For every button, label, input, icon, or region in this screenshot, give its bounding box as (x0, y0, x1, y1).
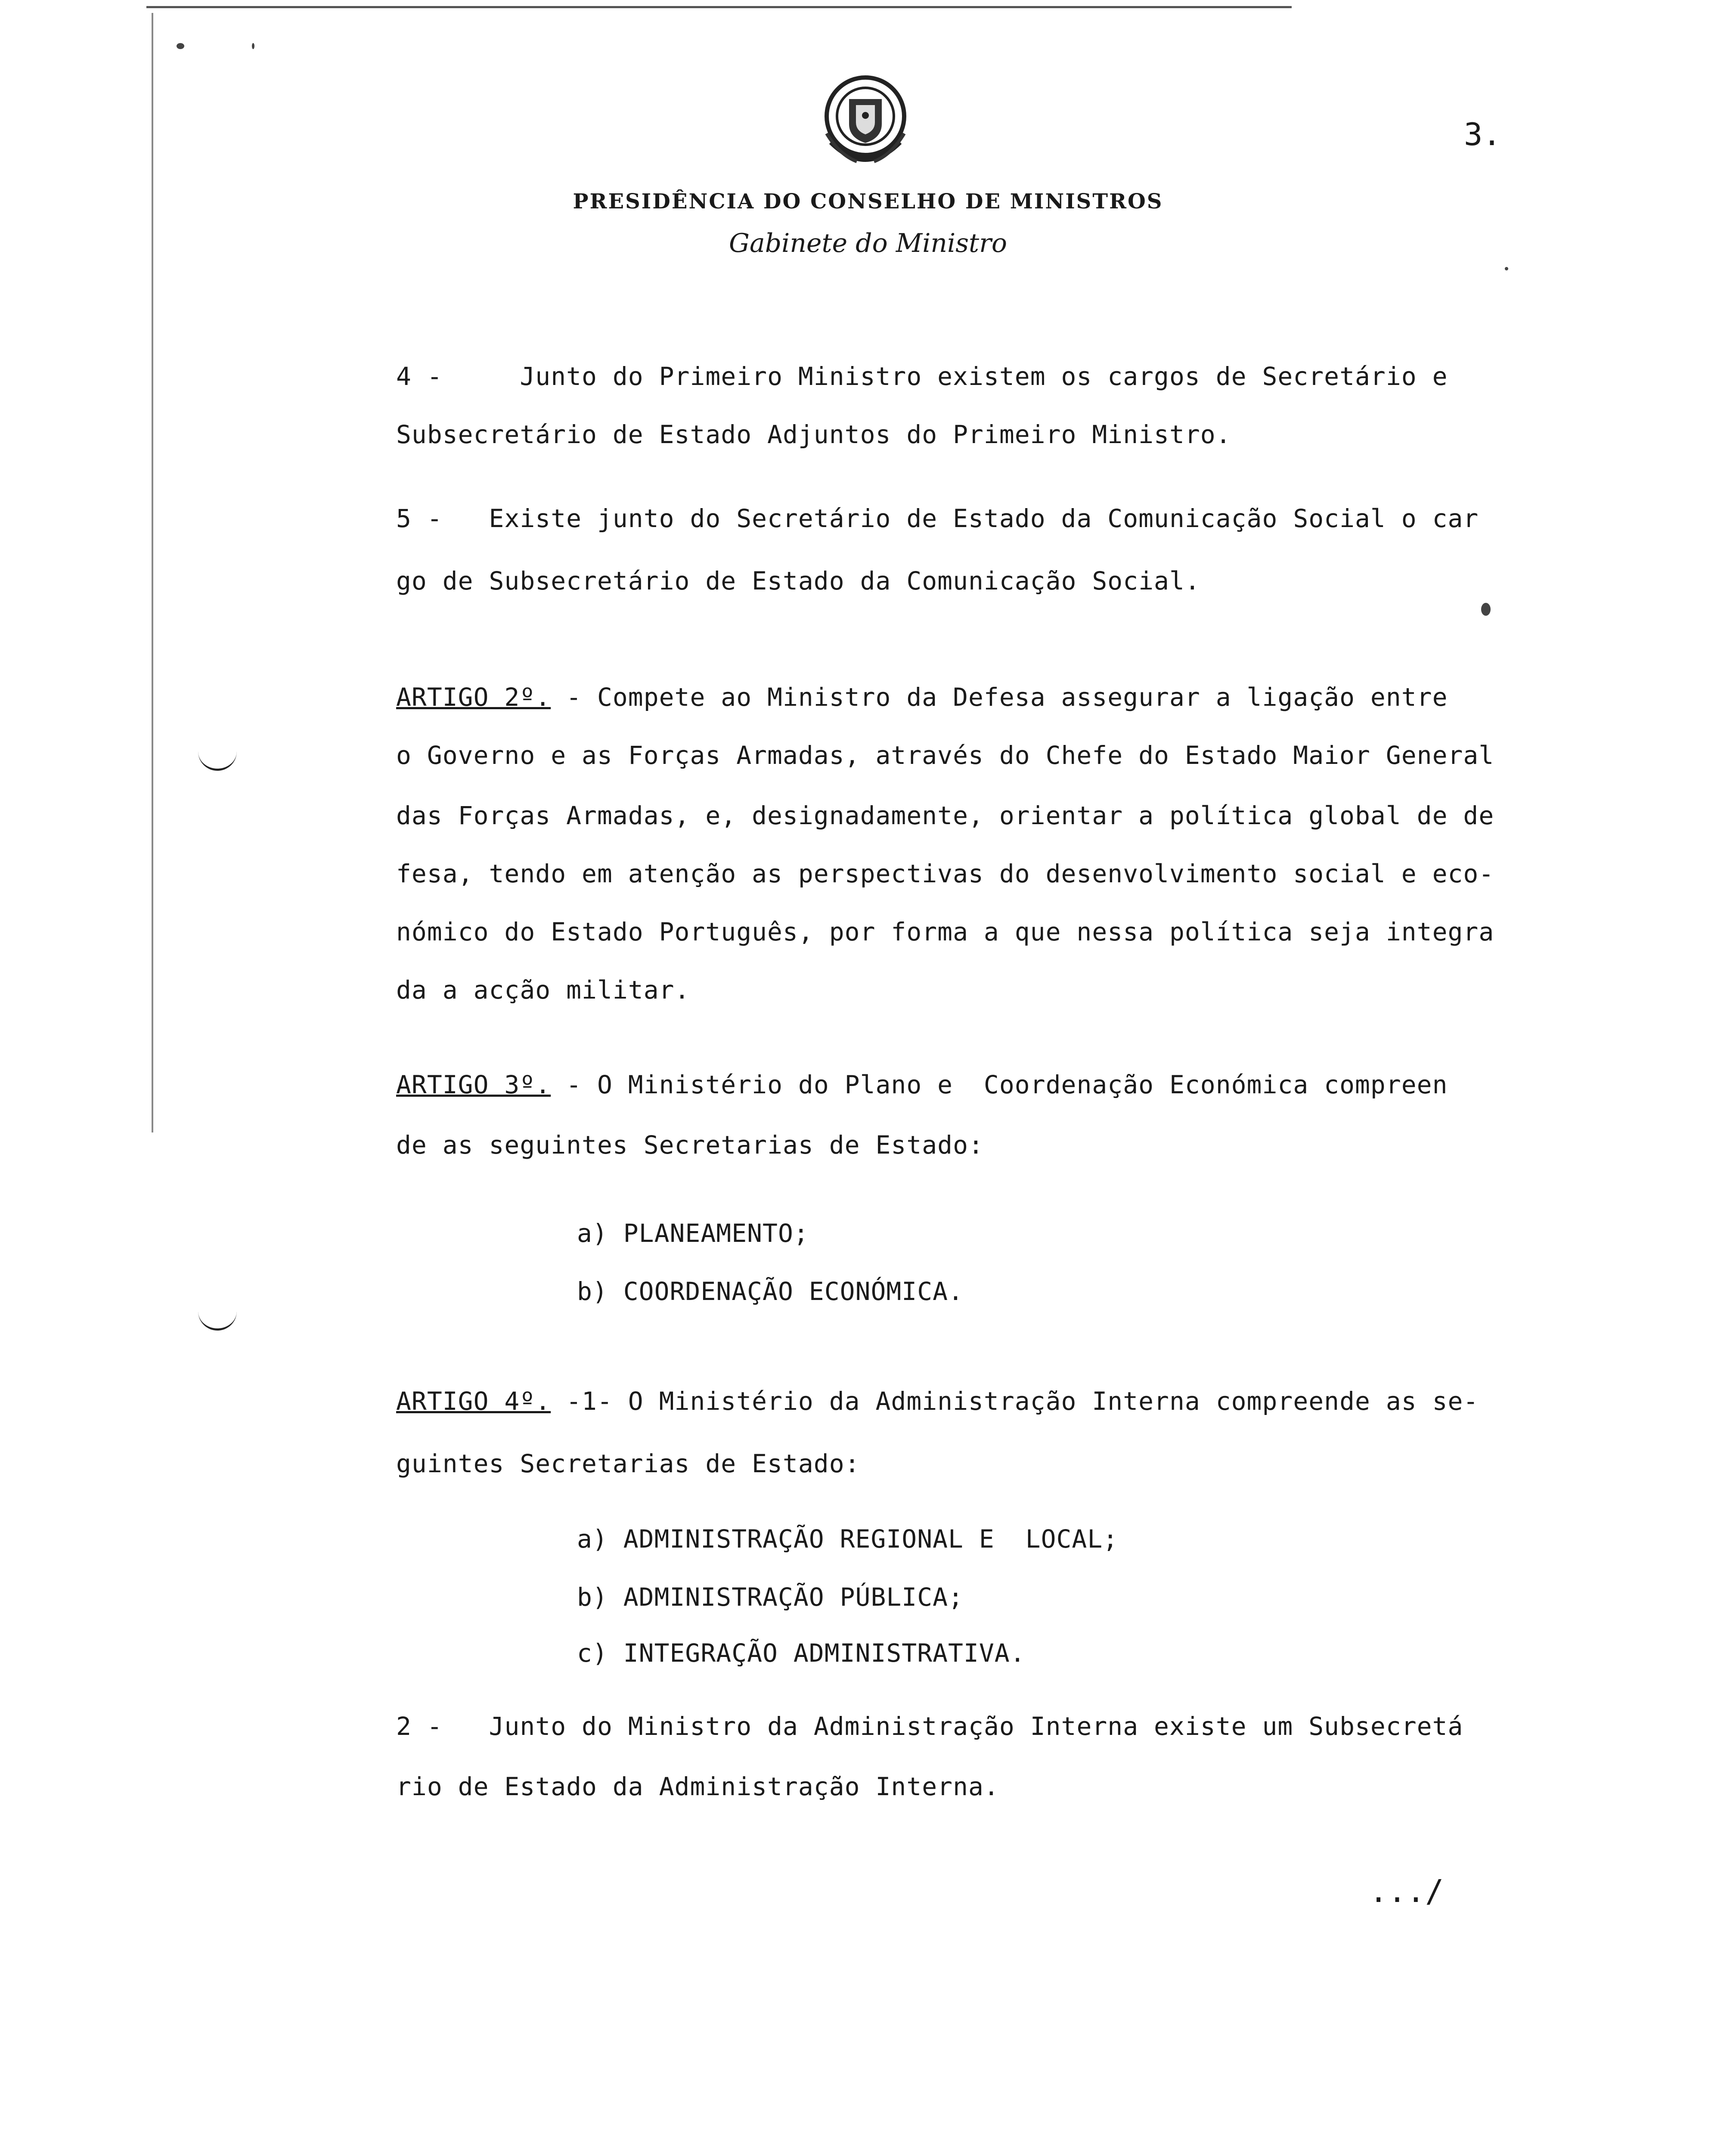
text-line: 4 - Junto do Primeiro Ministro existem os cargos de Secretário e (396, 362, 1448, 391)
text-line: go de Subsecretário de Estado da Comunicação Social. (396, 566, 1200, 596)
list-item: b) COORDENAÇÃO ECONÓMICA. (577, 1277, 964, 1306)
speck (1505, 267, 1508, 270)
text-line: ARTIGO 2º. - Compete ao Ministro da Defesa assegurar a ligação entre (396, 683, 1448, 712)
text-line: 2 - Junto do Ministro da Administração Interna existe um Subsecretá (396, 1712, 1463, 1741)
list-item: b) ADMINISTRAÇÃO PÚBLICA; (577, 1582, 964, 1612)
text-line: guintes Secretarias de Estado: (396, 1449, 860, 1478)
office-title: PRESIDÊNCIA DO CONSELHO DE MINISTROS (573, 189, 1163, 214)
text-line: de as seguintes Secretarias de Estado: (396, 1130, 984, 1160)
speck (252, 43, 254, 49)
punch-hole-mark (198, 1309, 237, 1331)
page-number: 3. (1464, 116, 1501, 152)
text-line: o Governo e as Forças Armadas, através do Chefe do Estado Maior General (396, 741, 1494, 770)
text-line: ARTIGO 3º. - O Ministério do Plano e Coordenação Económica compreen (396, 1070, 1448, 1099)
text-line: nómico do Estado Português, por forma a que nessa política seja integra (396, 917, 1494, 946)
text-line: da a acção militar. (396, 975, 690, 1005)
text-line: rio de Estado da Administração Interna. (396, 1772, 999, 1801)
text-line: das Forças Armadas, e, designadamente, orientar a política global de de (396, 801, 1494, 830)
article-heading: ARTIGO 3º. (396, 1070, 551, 1099)
ink-mark (1481, 603, 1491, 616)
list-item: c) INTEGRAÇÃO ADMINISTRATIVA. (577, 1638, 1026, 1668)
list-item: a) ADMINISTRAÇÃO REGIONAL E LOCAL; (577, 1524, 1119, 1554)
text-line: 5 - Existe junto do Secretário de Estado da Comunicação Social o car (396, 504, 1479, 533)
text-line: fesa, tendo em atenção as perspectivas do desenvolvimento social e eco- (396, 859, 1494, 888)
continuation-mark: .../ (1369, 1873, 1444, 1909)
text-line: ARTIGO 4º. -1- O Ministério da Administração Interna compreende as se- (396, 1387, 1479, 1416)
list-item: a) PLANEAMENTO; (577, 1219, 809, 1248)
office-subtitle: Gabinete do Ministro (729, 228, 1007, 258)
top-edge-line (146, 6, 1292, 8)
punch-hole-mark (198, 749, 237, 771)
speck (177, 43, 184, 49)
article-heading: ARTIGO 4º. (396, 1387, 551, 1416)
text-line: Subsecretário de Estado Adjuntos do Primeiro Ministro. (396, 420, 1231, 449)
article-heading: ARTIGO 2º. (396, 683, 551, 712)
left-edge-line (152, 13, 153, 1132)
portuguese-coat-of-arms-icon (814, 69, 917, 177)
